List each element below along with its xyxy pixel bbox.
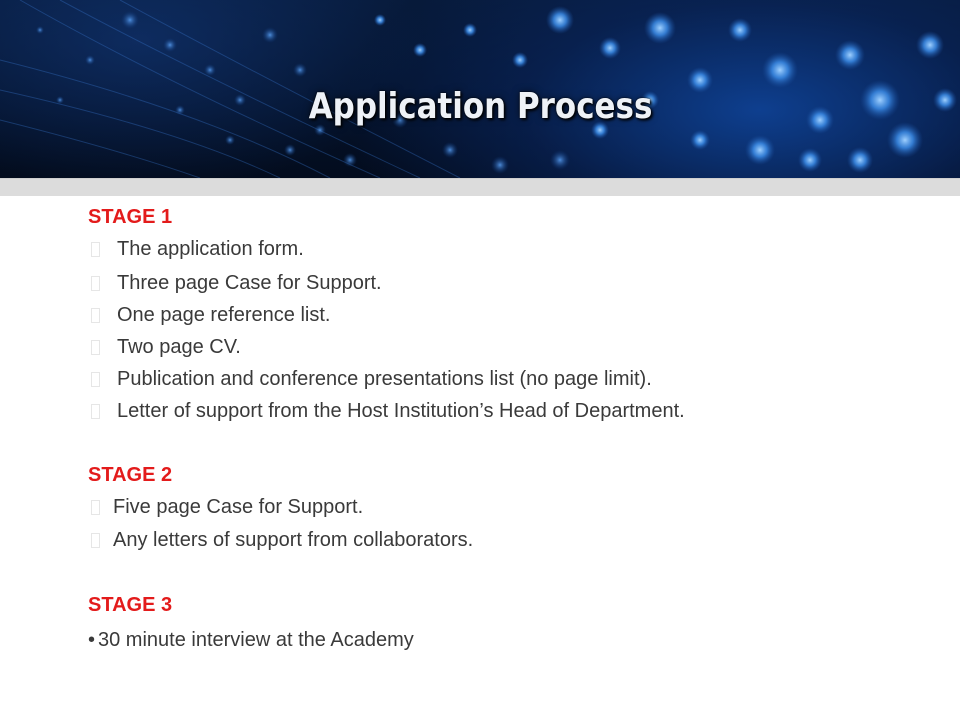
empty-box-bullet-icon (91, 500, 100, 515)
empty-box-bullet-icon (91, 340, 100, 355)
stage-2-item (88, 496, 363, 519)
stage-3-heading: STAGE 3 (88, 594, 173, 616)
empty-box-bullet-icon (91, 404, 100, 419)
stage-2-item (88, 529, 473, 552)
stage-1-item (88, 336, 241, 359)
stage-1-item-text: The application form. (117, 238, 304, 260)
stage-1-item-text: Letter of support from the Host Institution’s Head of Department. (117, 400, 685, 422)
stage-1-item-text: Two page CV. (117, 336, 241, 358)
stage-2-item-text: Five page Case for Support. (113, 496, 364, 518)
stage-2-heading: STAGE 2 (88, 464, 173, 486)
empty-box-bullet-icon (91, 242, 100, 257)
title-banner (0, 0, 960, 178)
stage-1-heading: STAGE 1 (88, 206, 173, 228)
stage-1-item (88, 272, 382, 295)
empty-box-bullet-icon (91, 308, 100, 323)
empty-box-bullet-icon (91, 276, 100, 291)
stage-1-item (88, 238, 304, 261)
stage-1-item-text: Three page Case for Support. (117, 272, 382, 294)
stage-1-item (88, 400, 685, 423)
stage-1-item (88, 368, 652, 391)
stage-3-item (88, 629, 414, 652)
stage-3-item-text: 30 minute interview at the Academy (98, 629, 414, 651)
empty-box-bullet-icon (91, 533, 100, 548)
page-title: Application Process (308, 86, 653, 127)
bullet-dot: • (88, 629, 96, 651)
empty-box-bullet-icon (91, 372, 100, 387)
divider-band (0, 178, 960, 196)
stage-1-item-text: Publication and conference presentations list (no page limit). (117, 368, 652, 390)
stage-2-item-text: Any letters of support from collaborators. (113, 529, 474, 551)
stage-1-item-text: One page reference list. (117, 304, 331, 326)
stage-1-item (88, 304, 330, 327)
